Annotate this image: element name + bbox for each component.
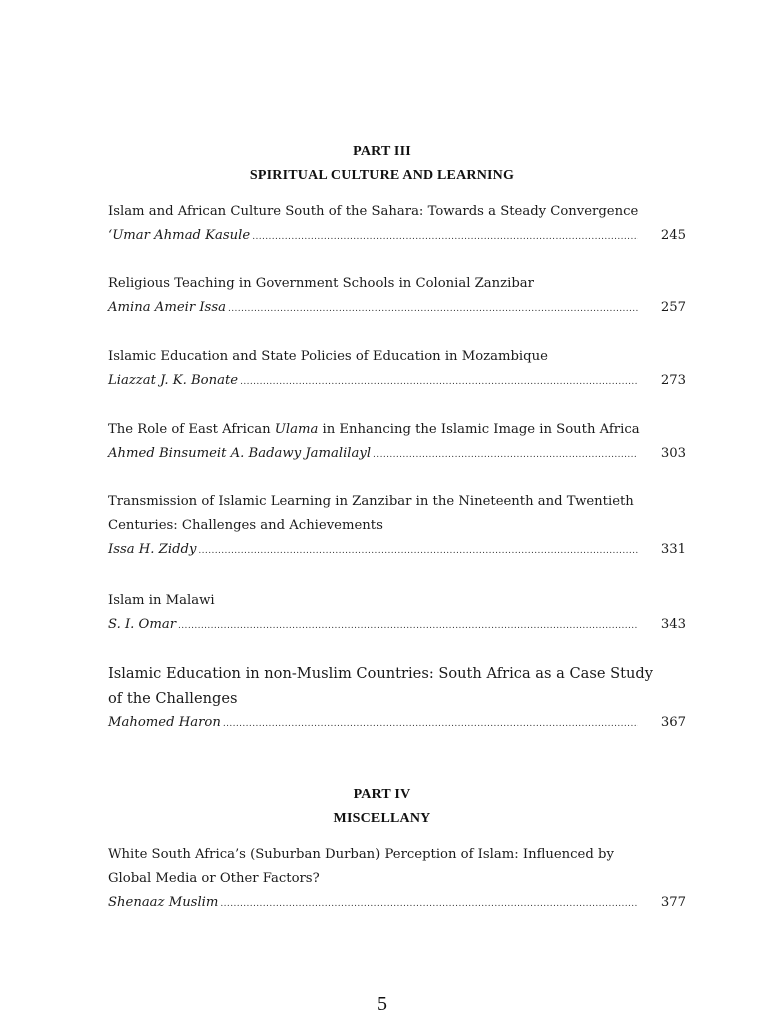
- part-4-label: PART IV: [353, 787, 411, 802]
- entry-title-part: The Role of East African: [108, 422, 275, 437]
- entry-author: Mahomed Haron: [108, 715, 221, 730]
- entry-author: S. I. Omar: [108, 617, 177, 632]
- entry-author-line: [108, 296, 686, 320]
- entry-title-line-1: White South Africa’s (Suburban Durban) Perception of Islam: Influenced by: [108, 847, 614, 862]
- entry-page-number: 367: [660, 715, 686, 730]
- entry-title-line-2: of the Challenges: [108, 690, 238, 707]
- entry-page-number: 331: [660, 542, 686, 557]
- toc-entry: [108, 661, 686, 735]
- entry-author-line: [108, 538, 686, 562]
- leader-dots: [178, 614, 638, 638]
- entry-title: Islam in Malawi: [108, 593, 215, 608]
- entry-author: ‘Umar Ahmad Kasule: [108, 228, 251, 243]
- entry-author-line: [108, 711, 686, 735]
- part-3-label: PART III: [353, 144, 411, 159]
- leader-dots: [198, 539, 638, 563]
- leader-dots: [220, 892, 638, 916]
- entry-title: Religious Teaching in Government Schools in Colonial Zanzibar: [108, 276, 534, 291]
- entry-title-line-1: Islamic Education in non-Muslim Countries: South Africa as a Case Study: [108, 665, 653, 682]
- entry-title-part: in Enhancing the Islamic Image in South Africa: [318, 422, 640, 437]
- entry-page-number: 245: [660, 228, 686, 243]
- entry-page-number: 377: [660, 895, 686, 910]
- toc-entry: [108, 490, 686, 562]
- leader-dots: [223, 712, 638, 736]
- entry-author: Ahmed Binsumeit A. Badawy Jamalilayl: [108, 446, 372, 461]
- entry-author: Shenaaz Muslim: [108, 895, 219, 910]
- entry-author-line: [108, 613, 686, 637]
- toc-entry: [108, 345, 686, 393]
- part-3-heading: SPIRITUAL CULTURE AND LEARNING: [249, 168, 515, 183]
- page-number-folio: 5: [377, 993, 387, 1015]
- leader-dots: [240, 370, 638, 394]
- entry-author: Liazzat J. K. Bonate: [108, 373, 239, 388]
- entry-title-line-2: Centuries: Challenges and Achievements: [108, 518, 383, 533]
- entry-page-number: 257: [660, 300, 686, 315]
- toc-entry: [108, 418, 686, 466]
- entry-author: Issa H. Ziddy: [108, 542, 197, 557]
- entry-title: [108, 418, 686, 442]
- entry-title-line-2: Global Media or Other Factors?: [108, 871, 320, 886]
- toc-entry: [108, 200, 686, 248]
- toc-entry: [108, 272, 686, 320]
- toc-entry: [108, 589, 686, 637]
- leader-dots: [252, 225, 638, 249]
- entry-title: Islam and African Culture South of the Sahara: Towards a Steady Convergence: [108, 204, 639, 219]
- toc-entry: [108, 843, 686, 915]
- leader-dots: [228, 297, 638, 321]
- part-4-heading: MISCELLANY: [333, 811, 431, 826]
- entry-title-line-1: Transmission of Islamic Learning in Zanzibar in the Nineteenth and Twentieth: [108, 494, 634, 509]
- entry-page-number: 343: [660, 617, 686, 632]
- entry-author-line: [108, 369, 686, 393]
- entry-title-emphasis: Ulama: [274, 422, 319, 437]
- entry-author-line: [108, 224, 686, 248]
- entry-title: Islamic Education and State Policies of Education in Mozambique: [108, 349, 548, 364]
- entry-author-line: [108, 442, 686, 466]
- entry-page-number: 303: [660, 446, 686, 461]
- leader-dots: [373, 443, 638, 467]
- entry-author: Amina Ameir Issa: [108, 300, 226, 315]
- entry-page-number: 273: [660, 373, 686, 388]
- entry-author-line: [108, 891, 686, 915]
